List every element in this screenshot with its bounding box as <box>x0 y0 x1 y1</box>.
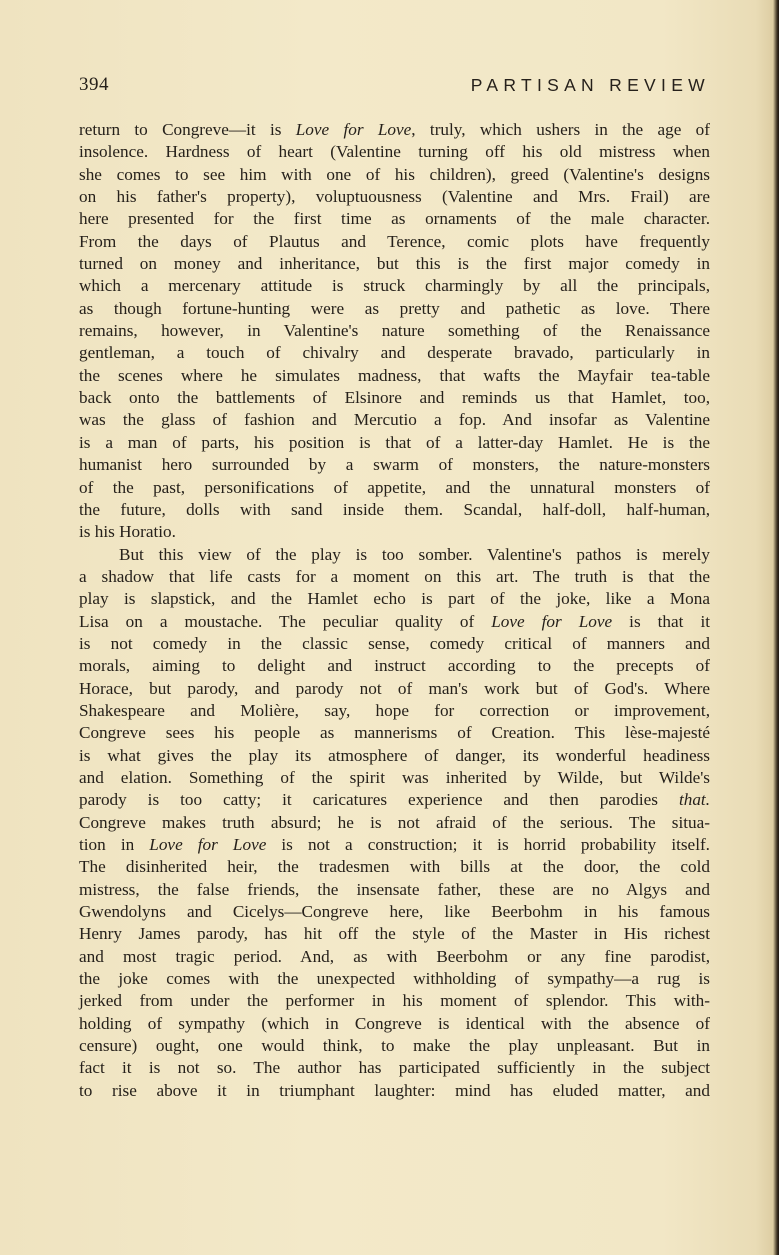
text-line: mistress, the false friends, the insensate father, these are no Algys and <box>79 879 710 899</box>
text-line: and most tragic period. And, as with Beerbohm or any fine parodist, <box>79 946 710 966</box>
italic-title: Love for Love <box>295 120 412 139</box>
text-line: Congreve sees his people as mannerisms of Creation. This lèse-majesté <box>79 723 710 743</box>
text-line: remains, however, in Valentine's nature something of the Renaissance <box>79 321 710 341</box>
text-line: tion in Love for Love is not a construction; it is horrid probability itself. <box>79 835 710 854</box>
text-line: Henry James parody, has hit off the style of the Master in His richest <box>79 924 710 944</box>
page-edge-shadow <box>773 0 779 1255</box>
italic-title: Love for Love <box>149 835 267 854</box>
text-line: censure) ought, one would think, to make the play unpleasant. But in <box>79 1036 710 1056</box>
text-line: jerked from under the performer in his moment of splendor. This with- <box>79 991 710 1011</box>
text-line: is what gives the play its atmosphere of danger, its wonderful headiness <box>79 745 710 765</box>
text-line: the scenes where he simulates madness, that wafts the Mayfair tea-table <box>79 365 710 385</box>
text-line: is his Horatio. <box>79 522 176 542</box>
text-line: From the days of Plautus and Terence, comic plots have frequently <box>79 231 710 251</box>
text-line: morals, aiming to delight and instruct according to the precepts of <box>79 656 710 676</box>
running-head <box>79 74 710 104</box>
text-line: the future, dolls with sand inside them. Scandal, half-doll, half-human, <box>79 499 710 519</box>
text-line: turned on money and inheritance, but this is the first major comedy in <box>79 254 710 274</box>
text-line: insolence. Hardness of heart (Valentine turning off his old mistress when <box>79 142 710 162</box>
body-text <box>79 119 710 1102</box>
text-line: and elation. Something of the spirit was inherited by Wilde, but Wilde's <box>79 767 710 787</box>
text-line: fact it is not so. The author has participated sufficiently in the subject <box>79 1058 710 1078</box>
text-line: a shadow that life casts for a moment on this art. The truth is that the <box>79 566 710 586</box>
text-line: which a mercenary attitude is struck charmingly by all the principals, <box>79 276 710 296</box>
text-line: of the past, personifications of appetite, and the unnatural monsters of <box>79 477 710 497</box>
text-line: she comes to see him with one of his children), greed (Valentine's designs <box>79 164 710 184</box>
text-line: holding of sympathy (which in Congreve is identical with the absence of <box>79 1013 710 1033</box>
text-line: The disinherited heir, the tradesmen with bills at the door, the cold <box>79 857 710 877</box>
text-line: play is slapstick, and the Hamlet echo is part of the joke, like a Mona <box>79 589 710 609</box>
text-line: is a man of parts, his position is that of a latter-day Hamlet. He is the <box>79 432 710 452</box>
text-line: Lisa on a moustache. The peculiar quality of Love for Love is that it <box>79 611 710 631</box>
text-line: parody is too catty; it caricatures experience and then parodies that. <box>79 790 710 810</box>
italic-title: Love for Love <box>491 611 613 631</box>
journal-title: PARTISAN REVIEW <box>470 75 710 95</box>
text-line: to rise above it in triumphant laughter: mind has eluded matter, and <box>79 1080 710 1100</box>
text-line: Shakespeare and Molière, say, hope for correction or improvement, <box>79 700 710 720</box>
text-line: return to Congreve—it is Love for Love, truly, which ushers in the age of <box>79 120 710 139</box>
text-line: Gwendolyns and Cicelys—Congreve here, like Beerbohm in his famous <box>79 902 710 922</box>
text-line: humanist hero surrounded by a swarm of monsters, the nature-monsters <box>79 455 710 475</box>
text-line: Horace, but parody, and parody not of man's work but of God's. Where <box>79 678 710 698</box>
text-line: Congreve makes truth absurd; he is not afraid of the serious. The situa- <box>79 812 710 832</box>
text-line: as though fortune-hunting were as pretty and pathetic as love. There <box>79 298 710 318</box>
text-line: back onto the battlements of Elsinore and reminds us that Hamlet, too, <box>79 388 710 408</box>
text-line: was the glass of fashion and Mercutio a fop. And insofar as Valentine <box>79 410 710 430</box>
italic-phrase: that. <box>678 790 710 810</box>
text-line: gentleman, a touch of chivalry and desperate bravado, particularly in <box>79 343 710 363</box>
text-line: on his father's property), voluptuousness (Valentine and Mrs. Frail) are <box>79 187 710 207</box>
text-line: here presented for the first time as ornaments of the male character. <box>79 209 710 229</box>
text-line: is not comedy in the classic sense, comedy critical of manners and <box>79 633 710 653</box>
page-number: 394 <box>79 74 109 95</box>
text-line: the joke comes with the unexpected withholding of sympathy—a rug is <box>79 969 710 989</box>
text-line: But this view of the play is too somber. Valentine's pathos is merely <box>119 544 710 564</box>
